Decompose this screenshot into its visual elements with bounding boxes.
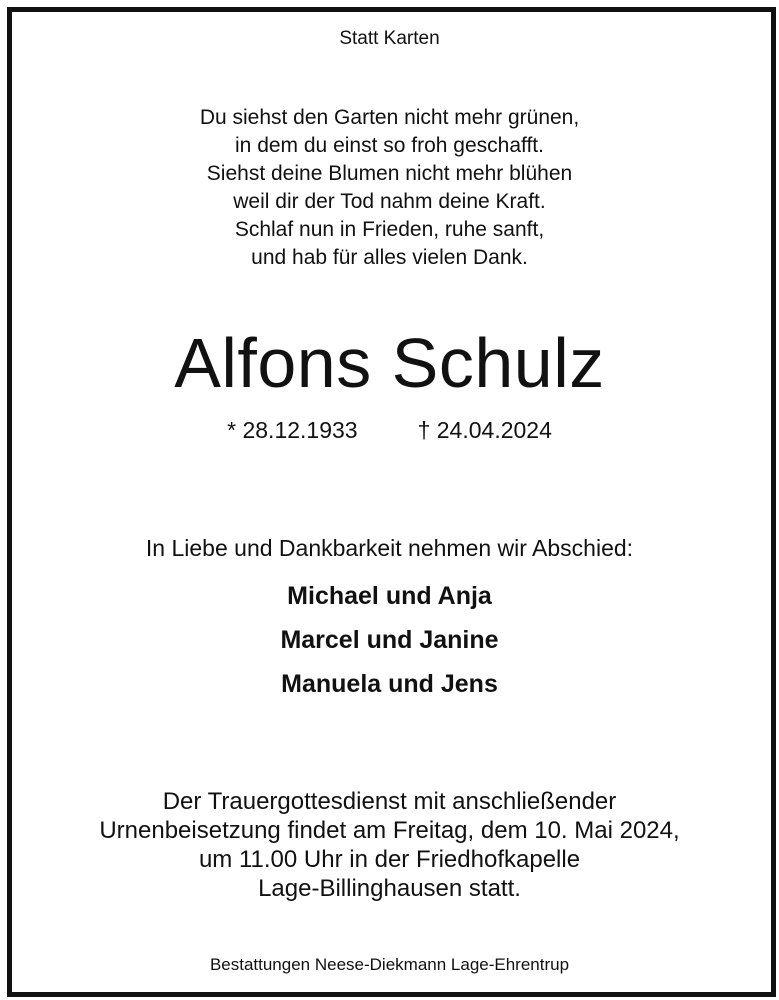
poem-line: weil dir der Tod nahm deine Kraft. [233, 190, 546, 213]
birth-date: * 28.12.1933 [227, 417, 358, 443]
farewell-intro: In Liebe und Dankbarkeit nehmen wir Abschied: [145, 535, 634, 561]
service-line: Lage-Billinghausen statt. [258, 875, 521, 902]
poem [0, 104, 779, 272]
poem-line: und hab für alles vielen Dank. [251, 246, 528, 269]
mourner-name: Michael und Anja [287, 582, 492, 610]
poem-line: in dem du einst so froh geschafft. [235, 134, 544, 157]
service-line: Der Trauergottesdienst mit anschließender [162, 788, 617, 815]
deceased-name: Alfons Schulz [174, 324, 605, 402]
mourner-name: Manuela und Jens [281, 670, 498, 698]
poem-line: Siehst deine Blumen nicht mehr blühen [206, 162, 573, 185]
service-line: um 11.00 Uhr in der Friedhofkapelle [198, 846, 581, 873]
service-line: Urnenbeisetzung findet am Freitag, dem 10. Mai 2024, [99, 817, 680, 844]
notice-header: Statt Karten [339, 28, 440, 49]
death-date: † 24.04.2024 [417, 417, 552, 443]
life-dates [0, 414, 779, 446]
poem-line: Du siehst den Garten nicht mehr grünen, [199, 106, 580, 129]
poem-line: Schlaf nun in Frieden, ruhe sanft, [234, 218, 545, 241]
service-info [0, 787, 779, 903]
mourner-name: Marcel und Janine [280, 626, 499, 654]
funeral-home: Bestattungen Neese-Diekmann Lage-Ehrentrup [209, 955, 570, 974]
mourners-list [0, 578, 779, 710]
